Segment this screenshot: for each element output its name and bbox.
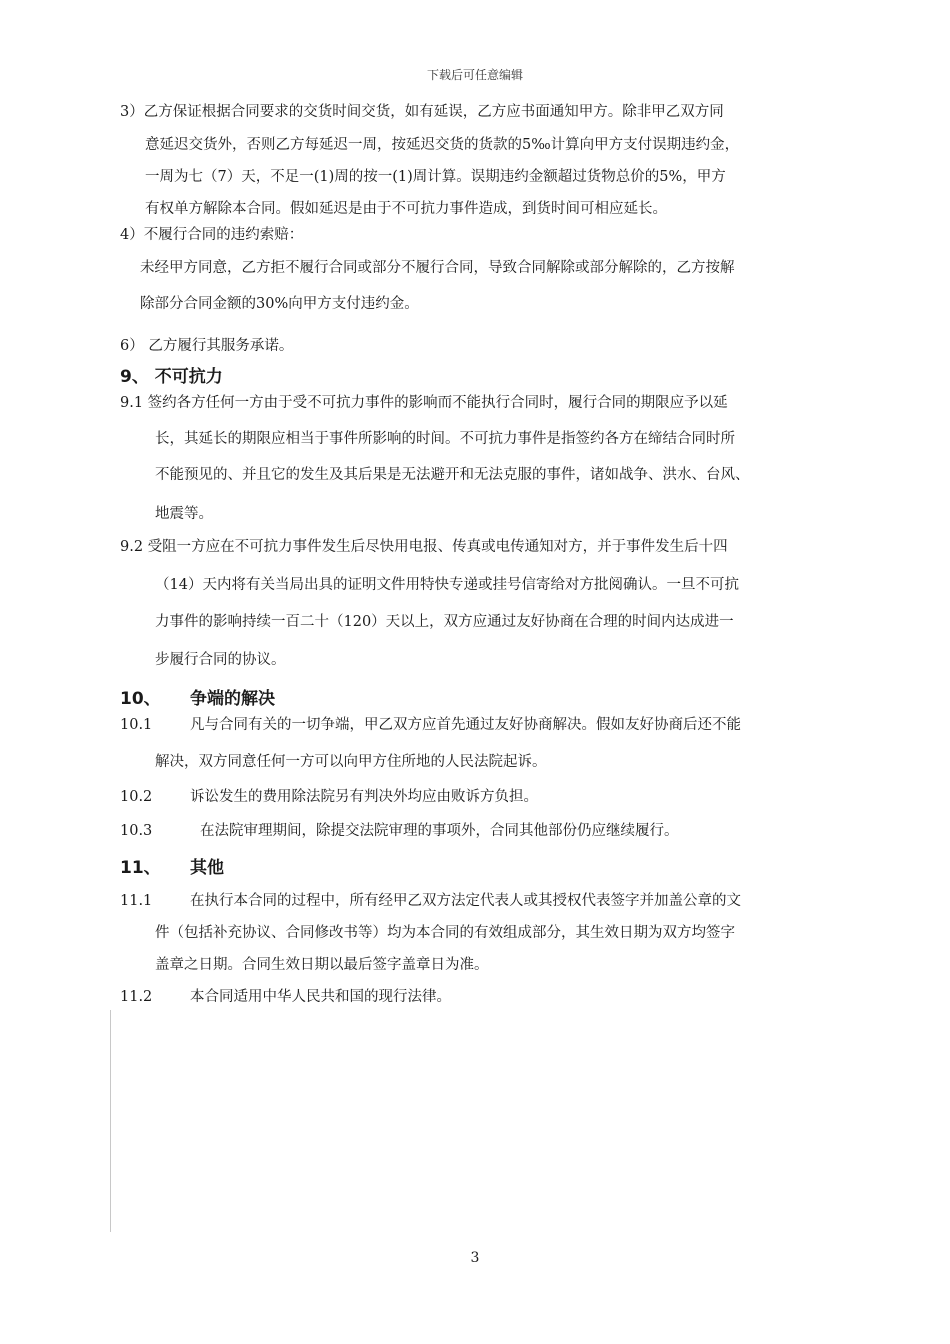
clause-3-line-2: 意延迟交货外，否则乙方每延迟一周，按延迟交货的货款的5‰计算向甲方支付误期违约金， [145, 137, 740, 153]
clause-10-3-number: 10.3 [120, 823, 153, 839]
section-10-title: 争端的解决 [190, 689, 275, 709]
clause-10-1-line-2: 解决，双方同意任何一方可以向甲方住所地的人民法院起诉。 [155, 754, 547, 770]
clause-11-1-number: 11.1 [120, 893, 153, 909]
clause-10-2-text: 诉讼发生的费用除法院另有判决外均应由败诉方负担。 [190, 789, 538, 805]
clause-9-1-line-3: 不能预见的、并且它的发生及其后果是无法避开和无法克服的事件，诸如战争、洪水、台风、 [155, 467, 750, 483]
clause-9-2-line-2: （14）天内将有关当局出具的证明文件用特快专递或挂号信寄给对方批阅确认。一旦不可抗 [155, 577, 739, 593]
clause-11-1-line-1: 在执行本合同的过程中，所有经甲乙双方法定代表人或其授权代表签字并加盖公章的文 [190, 893, 741, 909]
clause-11-1-line-2: 件（包括补充协议、合同修改书等）均为本合同的有效组成部分，其生效日期为双方均签字 [155, 925, 735, 941]
clause-10-2-number: 10.2 [120, 789, 153, 805]
clause-11-1-line-3: 盖章之日期。合同生效日期以最后签字盖章日为准。 [155, 957, 489, 973]
clause-3-line-1: 3）乙方保证根据合同要求的交货时间交货，如有延误，乙方应书面通知甲方。除非甲乙双方同 [120, 104, 724, 120]
clause-3-line-4: 有权单方解除本合同。假如延迟是由于不可抗力事件造成，到货时间可相应延长。 [145, 201, 667, 217]
clause-9-2-line-3: 力事件的影响持续一百二十（120）天以上，双方应通过友好协商在合理的时间内达成进一 [155, 614, 734, 630]
page-number: 3 [470, 1250, 480, 1266]
section-10-number: 10、 [120, 689, 161, 709]
clause-11-2-text: 本合同适用中华人民共和国的现行法律。 [190, 989, 451, 1005]
margin-rule [110, 1010, 111, 1232]
clause-9-2-line-4: 步履行合同的协议。 [155, 652, 286, 668]
clause-9-1-line-4: 地震等。 [155, 506, 213, 522]
clause-4-line-1: 未经甲方同意，乙方拒不履行合同或部分不履行合同，导致合同解除或部分解除的，乙方按解 [140, 260, 735, 276]
section-11-number: 11、 [120, 858, 161, 878]
clause-4-line-2: 除部分合同金额的30%向甲方支付违约金。 [140, 296, 419, 312]
section-9-heading: 9、 不可抗力 [120, 367, 223, 387]
clause-9-2-line-1: 9.2 受阻一方应在不可抗力事件发生后尽快用电报、传真或电传通知对方，并于事件发生后十四 [120, 539, 728, 555]
section-11-title: 其他 [190, 858, 224, 878]
clause-10-1-number: 10.1 [120, 717, 153, 733]
clause-10-3-text: 在法院审理期间，除提交法院审理的事项外，合同其他部份仍应继续履行。 [200, 823, 679, 839]
clause-9-1-line-2: 长，其延长的期限应相当于事件所影响的时间。不可抗力事件是指签约各方在缔结合同时所 [155, 431, 735, 447]
clause-11-2-number: 11.2 [120, 989, 153, 1005]
clause-9-1-line-1: 9.1 签约各方任何一方由于受不可抗力事件的影响而不能执行合同时，履行合同的期限应予以延 [120, 395, 728, 411]
clause-10-1-line-1: 凡与合同有关的一切争端，甲乙双方应首先通过友好协商解决。假如友好协商后还不能 [190, 717, 741, 733]
page-header: 下载后可任意编辑 [426, 68, 523, 82]
clause-4-title: 4）不履行合同的违约索赔： [120, 227, 304, 243]
clause-6: 6） 乙方履行其服务承诺。 [120, 338, 294, 354]
clause-3-line-3: 一周为七（7）天，不足一(1)周的按一(1)周计算。误期违约金额超过货物总价的5%，甲方 [145, 169, 726, 185]
